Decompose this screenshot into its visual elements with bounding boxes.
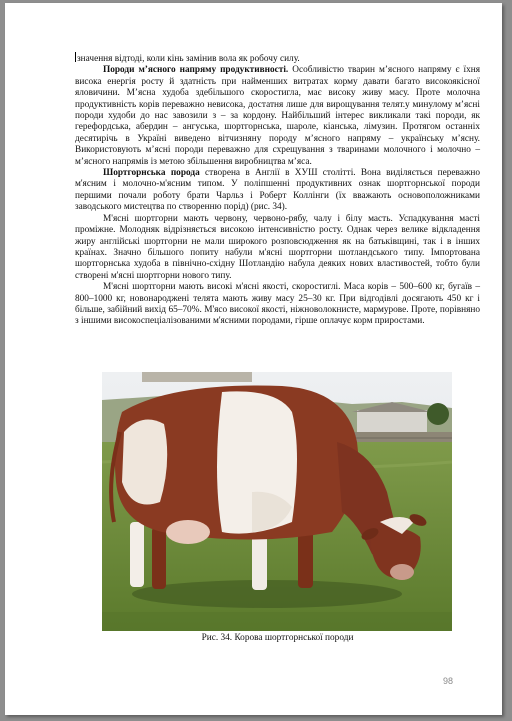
paragraph-shorthorn <box>75 168 480 214</box>
paragraph-continued-text: значення відтоді, коли кінь замінив вола як робочу силу. <box>77 54 300 64</box>
page-body <box>75 52 480 328</box>
text-cursor <box>75 52 76 62</box>
paragraph-beef-breeds <box>75 65 480 168</box>
section-heading-shorthorn: Шортгорнська порода <box>103 168 200 179</box>
figure-caption: Рис. 34. Корова шортгорнської породи <box>201 633 354 643</box>
section-heading-beef-breeds: Породи м’ясного напряму продуктивності. <box>103 65 289 76</box>
paragraph-beef-breeds-text: Особливістю тварин м’ясного напряму є їхня висока енергія росту й здатність при найменших витратах корму давати багато високоякісної яловичини. М’ясна худоба здебільшого скоростигла, має високу живу масу. Проте молочна продуктивність корів переважно невисока, достатня лише для вирощування телят.у минулому м’ясні породи худоби до нас завозили з – за кордону. Найбільший інтерес викликали такі породи, як герефордська, абердин – ангуська, шортгорнська, шароле, кіанська, лімузин. Протягом останніх десятирічь в Україні виведено вітчизняну породу м’ясного напряму – українську м’ясну. Використовують м’ясні породи переважно для схрещування з тваринами молочного і молочно – м’ясного напрямів із метою збільшення виробництва м’яса. <box>75 65 480 167</box>
page-number: 98 <box>443 676 454 686</box>
paragraph-colour: М'ясні шортгорни мають червону, червоно-рябу, чалу і білу масть. Успадкування масті проміжне. Молодняк відрізняється високою інтенсивністю росту. Однак через велике відкладення жиру англійські шортгорни не мали широкого розповсюдження як на батьківщині, так і в інших країнах. Значно більшого попиту набули м'ясні шортгорни шотландського типу. Імпортована шортгорнська худоба в північно-східну Шотландію набула деяких нових властивостей, тобто були створені м'ясні шортгорни нового типу. <box>75 213 480 281</box>
paragraph-productivity: М'ясні шортгорни мають високі м'ясні якості, скоростиглі. Маса корів – 500–600 кг, бугаїв – 800–1000 кг, новонароджені телята мають живу масу 25–30 кг. При відгодівлі досягають 450 кг і більше, забійний вихід 65–70%. М'ясо високої якості, ніжноволокнисте, мармурове. Проте, порівняно з іншими високоспеціалізованими м'ясними породами, гірше оплачує корм приростами. <box>75 282 480 327</box>
figure-shorthorn-cow-photo <box>102 372 452 631</box>
document-page <box>5 3 502 715</box>
paragraph-shorthorn-text: створена в Англії в ХУШ столітті. Вона виділяється переважно м'ясним і молочно-м'ясним типом. У поліпшенні продуктивних ознак шортгорнської породи першими почали роботу брати Чарльз і Роберт Коллінги (їх вважають основоположниками заводського мистецтва по створенню порід) (рис. 34). <box>75 168 480 213</box>
cow-photo-illustration <box>102 372 452 631</box>
paragraph-continued <box>75 52 480 65</box>
